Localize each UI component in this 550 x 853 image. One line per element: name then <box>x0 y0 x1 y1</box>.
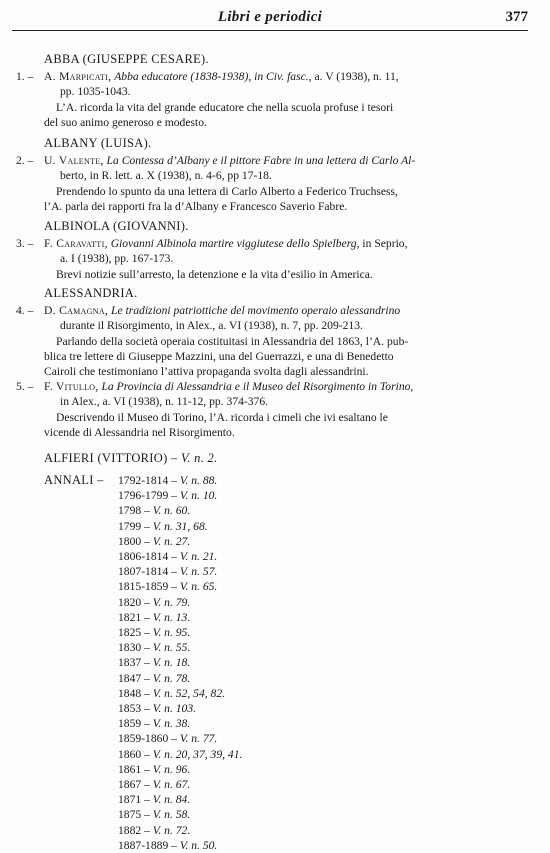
annali-years: 1882 <box>118 823 142 837</box>
annali-years: 1861 <box>118 762 142 776</box>
annali-ref: V. n. 67. <box>152 778 191 791</box>
annali-dash: – <box>141 808 153 822</box>
citation-title: La Contessa d’Albany e il pittore Fabre in una lettera di Carlo Al- <box>106 154 416 167</box>
annali-ref: V. n. 58. <box>152 808 191 822</box>
annali-dash: – <box>141 504 153 518</box>
annali-dash: – <box>168 474 180 487</box>
annali-dash: – <box>141 641 153 655</box>
annali-dash: – <box>168 580 180 594</box>
annali-row <box>118 792 190 807</box>
annali-years: 1859-1860 <box>118 732 169 746</box>
annali-ref: V. n. 60. <box>152 504 191 518</box>
entry-description: del suo animo generoso e modesto. <box>44 116 207 129</box>
annali-row <box>118 549 217 564</box>
annali-dash: – <box>168 732 180 746</box>
annali-years: 1799 <box>118 519 142 533</box>
citation-line <box>44 379 413 394</box>
annali-years: 1853 <box>118 702 142 715</box>
crossref-label: ALFIERI (VITTORIO) – <box>44 451 178 465</box>
annali-years: 1875 <box>118 808 142 822</box>
annali-ref: V. n. 18. <box>152 656 191 670</box>
annali-ref: V. n. 96. <box>152 762 191 776</box>
annali-dash: – <box>168 565 180 579</box>
annali-dash: – <box>141 702 153 715</box>
citation-line <box>44 69 399 84</box>
citation-continuation: berto, in R. lett. a. X (1938), n. 4-6, pp 17-18. <box>60 169 272 182</box>
entry-number: 1. – <box>16 70 34 83</box>
annali-ref: V. n. 27. <box>152 534 191 548</box>
annali-years: 1798 <box>118 504 142 518</box>
annali-row <box>118 686 225 701</box>
annali-years: 1867 <box>118 778 142 791</box>
annali-dash: – <box>141 823 153 837</box>
annali-ref: V. n. 38. <box>152 717 191 731</box>
entry-description: Brevi notizie sull’arresto, la detenzione e la vita d’esilio in America. <box>56 268 373 281</box>
annali-years: 1830 <box>118 641 142 655</box>
annali-row <box>118 823 190 838</box>
entry-description: l’A. parla dei rapporti fra la d’Albany e Francesco Saverio Fabre. <box>44 200 348 213</box>
entry-number: 2. – <box>16 154 34 167</box>
entry-heading: ALBANY (LUISA). <box>44 136 152 150</box>
citation-continuation: durante il Risorgimento, in Alex., a. VI (1938), n. 7, pp. 209-213. <box>60 319 363 332</box>
annali-years: 1837 <box>118 656 142 670</box>
annali-ref: V. n. 55. <box>152 641 191 655</box>
annali-dash: – <box>141 793 153 807</box>
page-number: 377 <box>505 9 528 25</box>
annali-years: 1848 <box>118 686 142 700</box>
citation-continuation: a. I (1938), pp. 167-173. <box>60 252 174 265</box>
annali-ref: V. n. 50. <box>179 838 218 852</box>
annali-years: 1800 <box>118 534 142 548</box>
annali-dash: – <box>141 762 153 776</box>
annali-dash: – <box>141 519 153 533</box>
annali-dash: – <box>141 656 153 670</box>
annali-row <box>118 655 190 670</box>
annali-years: 1871 <box>118 793 142 807</box>
annali-row <box>118 807 190 822</box>
citation-title: Le tradizioni patriottiche del movimento operaio alessandrino <box>111 304 401 317</box>
annali-dash: – <box>141 534 153 548</box>
annali-dash: – <box>141 747 153 761</box>
annali-ref: V. n. 77. <box>179 732 218 746</box>
annali-ref: V. n. 20, 37, 39, 41. <box>152 747 243 761</box>
annali-dash: – <box>141 610 153 624</box>
annali-ref: V. n. 79. <box>152 595 191 609</box>
annali-row <box>118 762 190 777</box>
annali-row <box>118 747 242 762</box>
crossref-target: V. n. 2. <box>180 451 218 465</box>
citation-author: F. Vitullo, <box>44 380 99 393</box>
annali-ref: V. n. 95. <box>152 626 191 639</box>
entry-description: Prendendo lo spunto da una lettera di Carlo Alberto a Federico Truchsess, <box>56 185 398 198</box>
entry-heading: ALBINOLA (GIOVANNI). <box>44 219 189 233</box>
annali-ref: V. n. 31, 68. <box>152 519 208 533</box>
alfieri-crossref <box>44 451 218 466</box>
annali-years: 1792-1814 <box>118 474 169 487</box>
annali-row <box>118 625 190 640</box>
annali-years: 1807-1814 <box>118 565 169 579</box>
annali-ref: V. n. 13. <box>152 610 191 624</box>
annali-row <box>118 610 190 625</box>
annali-row <box>118 534 190 549</box>
entry-number: 3. – <box>16 237 34 250</box>
annali-ref: V. n. 103. <box>152 702 197 715</box>
annali-row <box>118 701 196 716</box>
annali-row <box>118 519 208 534</box>
citation-source: in Seprio, <box>362 237 408 250</box>
annali-dash: – <box>168 838 180 852</box>
citation-title: La Provincia di Alessandria e il Museo del Risorgimento in Torino, <box>101 380 414 393</box>
annali-dash: – <box>141 626 153 639</box>
citation-source: a. V (1938), n. 11, <box>314 70 399 83</box>
citation-author: U. Valente, <box>44 154 104 167</box>
running-title: Libri e periodici <box>217 9 323 25</box>
entry-description: L’A. ricorda la vita del grande educatore che nella scuola profuse i tesori <box>56 101 394 114</box>
citation-line <box>44 153 415 168</box>
annali-dash: – <box>141 778 153 791</box>
annali-dash: – <box>141 717 153 731</box>
annali-years: 1821 <box>118 610 142 624</box>
annali-label: ANNALI – <box>44 473 104 487</box>
entry-description: blica tre lettere di Giuseppe Mazzini, una del Guerrazzi, e una di Benedetto <box>44 350 394 363</box>
annali-years: 1815-1859 <box>118 580 169 594</box>
annali-ref: V. n. 88. <box>179 474 218 487</box>
entry-description: Descrivendo il Museo di Torino, l’A. ricorda i cimeli che ivi esaltano le <box>56 411 388 424</box>
annali-years: 1847 <box>118 671 142 685</box>
annali-years: 1820 <box>118 595 142 609</box>
annali-ref: V. n. 84. <box>152 793 191 807</box>
annali-years: 1796-1799 <box>118 489 169 503</box>
annali-row <box>118 579 217 594</box>
annali-row <box>118 716 190 731</box>
entry-number: 5. – <box>16 380 34 393</box>
annali-row <box>118 595 190 610</box>
annali-years: 1860 <box>118 747 142 761</box>
citation-continuation: in Alex., a. VI (1938), n. 11-12, pp. 374-376. <box>60 395 269 408</box>
annali-ref: V. n. 72. <box>152 823 191 837</box>
annali-row <box>118 731 217 746</box>
annali-row <box>118 777 190 792</box>
annali-row <box>118 640 190 655</box>
annali-dash: – <box>168 550 180 563</box>
annali-ref: V. n. 65. <box>179 580 218 594</box>
annali-years: 1825 <box>118 626 142 639</box>
annali-dash: – <box>168 489 180 503</box>
citation-line <box>44 303 400 318</box>
entry-description: vicende di Alessandria nel Risorgimento. <box>44 426 235 439</box>
annali-years: 1887-1889 <box>118 838 169 852</box>
citation-author: F. Caravatti, <box>44 237 108 250</box>
annali-ref: V. n. 57. <box>179 565 218 579</box>
annali-years: 1806-1814 <box>118 550 169 563</box>
citation-author: D. Camagna, <box>44 304 109 317</box>
annali-row <box>118 473 217 488</box>
annali-ref: V. n. 78. <box>152 671 191 685</box>
citation-author: A. Marpicati, <box>44 70 112 83</box>
annali-ref: V. n. 10. <box>179 489 218 503</box>
citation-title: Abba educatore (1838-1938), in Civ. fasc., <box>114 70 312 83</box>
annali-years: 1859 <box>118 717 142 731</box>
annali-row <box>118 564 217 579</box>
citation-line <box>44 236 408 251</box>
running-header <box>12 10 528 31</box>
annali-row <box>118 503 190 518</box>
entry-heading: ALESSANDRIA. <box>44 286 138 300</box>
annali-row <box>118 838 217 853</box>
entry-description: Parlando della società operaia costituitasi in Alessandria del 1863, l’A. pub- <box>56 335 409 348</box>
annali-row <box>118 671 190 686</box>
annali-ref: V. n. 21. <box>179 550 218 563</box>
entry-heading: ABBA (GIUSEPPE CESARE). <box>44 52 209 66</box>
annali-row <box>118 488 217 503</box>
citation-continuation: pp. 1035-1043. <box>60 85 131 98</box>
entry-description: Cairoli che testimoniano l’attiva propaganda svolta dagli alessandrini. <box>44 365 369 378</box>
annali-dash: – <box>141 671 153 685</box>
entry-number: 4. – <box>16 304 34 317</box>
annali-dash: – <box>141 686 153 700</box>
annali-ref: V. n. 52, 54, 82. <box>152 686 226 700</box>
citation-title: Giovanni Albinola martire viggiutese dello Spielberg, <box>110 237 360 250</box>
annali-dash: – <box>141 595 153 609</box>
